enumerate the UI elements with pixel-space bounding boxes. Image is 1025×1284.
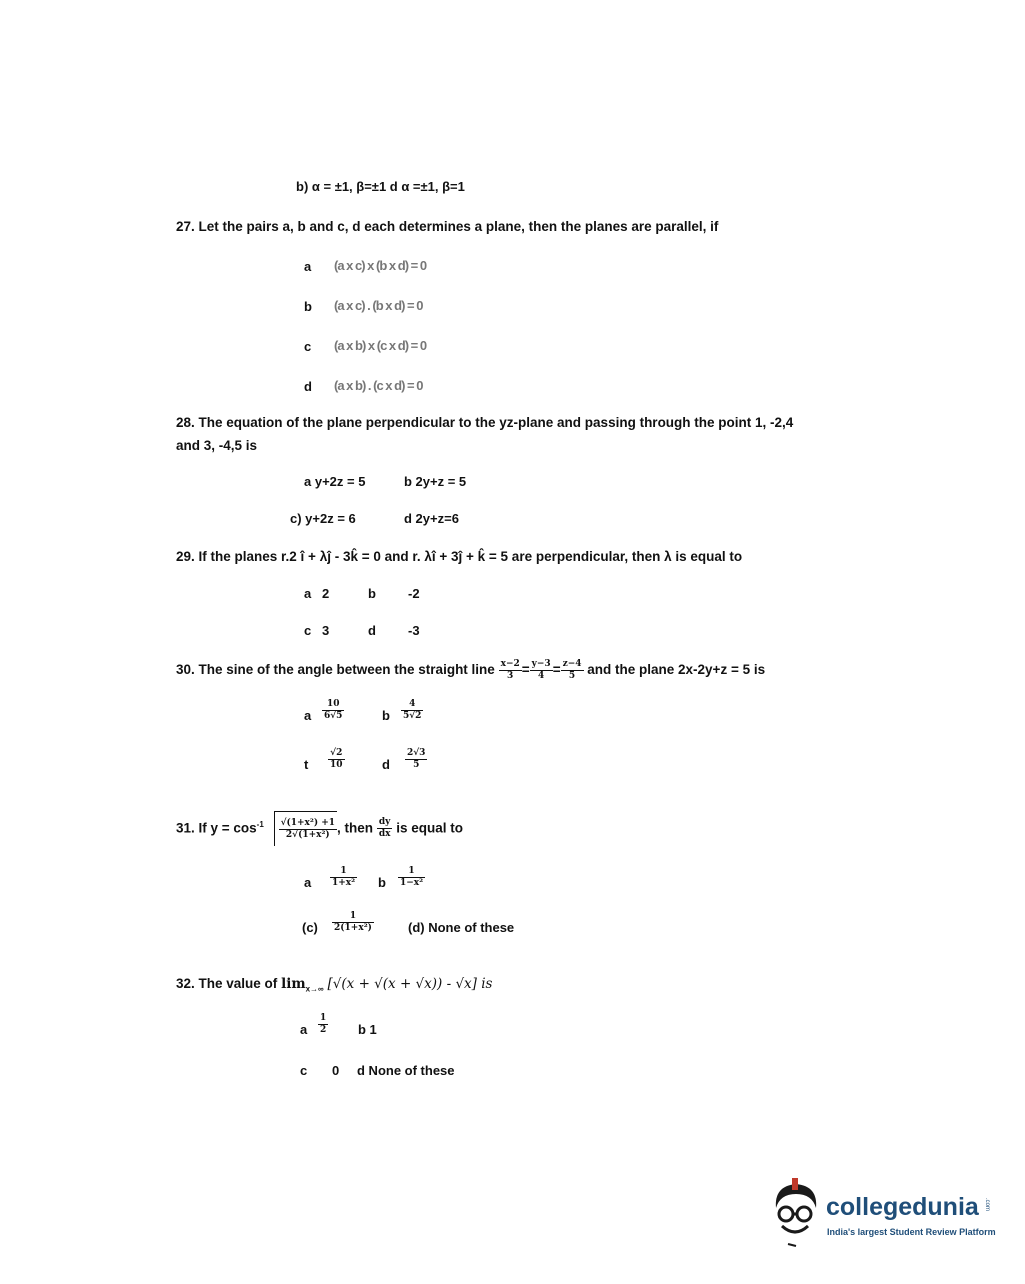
q31-sqrt: $\frac{\text{√(1+x²) +1}}{\text{2√(1+x²)}}$ bbox=[274, 811, 337, 846]
q27-option-b-label: b bbox=[304, 299, 312, 314]
q31-question bbox=[176, 808, 463, 846]
q31-option-c-label: (c) bbox=[302, 920, 318, 935]
q31-option-d: (d) None of these bbox=[408, 920, 515, 935]
q30-suffix: and the plane 2x-2y+z = 5 is bbox=[587, 662, 766, 677]
q28-option-b: b 2y+z = 5 bbox=[404, 474, 467, 489]
q31-option-a-label: a bbox=[304, 875, 312, 890]
q31-power: -1 bbox=[256, 820, 264, 829]
q27-option-a: (a x c) x (b x d) = 0 bbox=[334, 258, 427, 273]
collegedunia-logo-text: collegedunia bbox=[826, 1193, 979, 1221]
q27-option-d-label: d bbox=[304, 379, 312, 394]
q32-option-b: b 1 bbox=[358, 1022, 377, 1037]
q29-option-d-label: d bbox=[368, 623, 376, 638]
q29-option-d: -3 bbox=[408, 623, 420, 638]
q30-frac-y: $\frac{y-3}{4}$ bbox=[531, 658, 551, 681]
q32-option-c: 0 bbox=[332, 1063, 340, 1078]
q29-option-c-label: c bbox=[304, 623, 312, 638]
q27-option-c: (a x b) x (c x d) = 0 bbox=[334, 338, 427, 353]
q30-option-a: $\frac{10}{6√5}$ bbox=[324, 699, 343, 721]
q30-option-b: $\frac{4}{5√2}$ bbox=[403, 699, 422, 721]
q32-question bbox=[176, 976, 492, 994]
q30-question: 30. The sine of the angle between the straight line $\frac{x-2}{3}$ = $\frac{y-3}{4}$ = $\frac{z-4}{5}$ and the plane 2x-2y+z = 5 is bbox=[176, 658, 766, 681]
q31-prefix: 31. If y = cos bbox=[176, 820, 257, 836]
q30-option-b-label: b bbox=[382, 708, 390, 723]
q31-option-b: $\frac{1}{\text{1−x²}}$ bbox=[400, 866, 424, 888]
q32-option-a: $\frac{1}{2}$ bbox=[320, 1013, 327, 1035]
q32-prefix: 32. The value of bbox=[176, 976, 278, 991]
q30-option-d-label: d bbox=[382, 757, 390, 772]
q29-option-c: 3 bbox=[322, 623, 330, 638]
q30-prefix: 30. The sine of the angle between the straight line bbox=[176, 662, 495, 677]
logo-com-suffix: .com bbox=[984, 1198, 990, 1212]
q28-question-line2: and 3, -4,5 is bbox=[176, 438, 258, 453]
q26-options-tail: b) α = ±1, β=±1 d α =±1, β=1 bbox=[296, 179, 465, 194]
q30-frac-z: $\frac{z-4}{5}$ bbox=[562, 658, 582, 681]
q30-option-d: $\frac{2√3}{5}$ bbox=[407, 748, 426, 770]
q28-question-line1: 28. The equation of the plane perpendicular to the yz-plane and passing through the point 1, -2,4 bbox=[176, 415, 794, 430]
q29-question: 29. If the planes r.2 î + λĵ - 3k̂ = 0 and r. λî + 3ĵ + k̂ = 5 are perpendicular, then λ is equal to bbox=[176, 549, 743, 564]
q27-option-b: (a x c) . (b x d) = 0 bbox=[334, 298, 423, 313]
q32-option-d: d None of these bbox=[357, 1063, 455, 1078]
q29-option-a-label: a bbox=[304, 586, 312, 601]
q32-expression: [√(x + √(x + √x)) - √x] is bbox=[327, 976, 493, 992]
q28-option-d: d 2y+z=6 bbox=[404, 511, 459, 526]
q30-frac-x: $\frac{x-2}{3}$ bbox=[500, 658, 520, 681]
q27-question: 27. Let the pairs a, b and c, d each determines a plane, then the planes are parallel, if bbox=[176, 219, 719, 234]
q32-option-c-label: c bbox=[300, 1063, 308, 1078]
q30-option-c: $\frac{√2}{10}$ bbox=[330, 748, 343, 770]
q28-option-a: a y+2z = 5 bbox=[304, 474, 366, 489]
q31-suffix: is equal to bbox=[396, 820, 464, 836]
q29-option-a: 2 bbox=[322, 586, 330, 601]
q32-option-a-label: a bbox=[300, 1022, 308, 1037]
q29-option-b: -2 bbox=[408, 586, 420, 601]
collegedunia-mascot-icon bbox=[766, 1178, 824, 1248]
q32-limit: lim bbox=[281, 976, 306, 992]
logo-tagline: India's largest Student Review Platform bbox=[827, 1227, 996, 1237]
q31-then: , then bbox=[337, 820, 374, 836]
q30-option-a-label: a bbox=[304, 708, 312, 723]
q31-option-a: $\frac{1}{\text{1+x²}}$ bbox=[332, 866, 356, 888]
q30-option-c-label: t bbox=[304, 757, 309, 772]
q27-option-c-label: c bbox=[304, 339, 312, 354]
q31-option-c: $\frac{1}{\text{2(1+x²)}}$ bbox=[334, 911, 372, 933]
q31-option-b-label: b bbox=[378, 875, 386, 890]
q27-option-d: (a x b) . (c x d) = 0 bbox=[334, 378, 423, 393]
q28-option-c: c) y+2z = 6 bbox=[290, 511, 356, 526]
q27-option-a-label: a bbox=[304, 259, 312, 274]
q31-dydx: $\frac{dy}{dx}$ bbox=[378, 817, 391, 840]
q29-option-b-label: b bbox=[368, 586, 376, 601]
q32-limit-sub: x→∞ bbox=[305, 984, 324, 994]
